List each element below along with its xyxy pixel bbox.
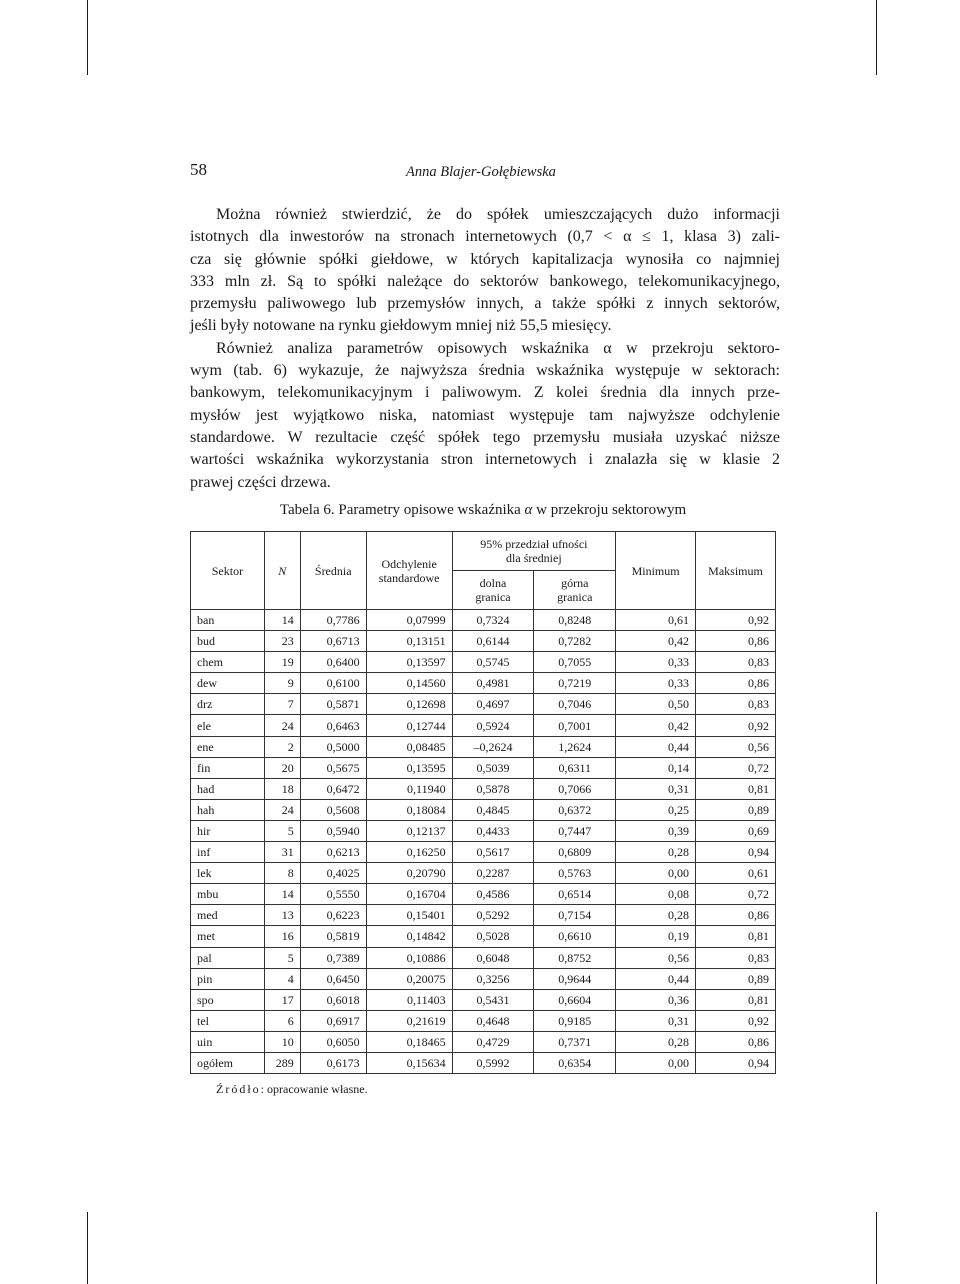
header-max: Maksimum bbox=[696, 532, 776, 610]
cell-upper: 0,6514 bbox=[534, 884, 616, 905]
cell-lower: 0,4697 bbox=[452, 694, 534, 715]
text-line: wartości wskaźnika wykorzystania stron internetowych i znalazła się w klasie 2 bbox=[190, 451, 780, 469]
cell-min: 0,25 bbox=[616, 799, 696, 820]
cell-lower: 0,4981 bbox=[452, 673, 534, 694]
cell-min: 0,50 bbox=[616, 694, 696, 715]
cell-max: 0,72 bbox=[696, 884, 776, 905]
table-row bbox=[191, 905, 776, 926]
cell-sector: had bbox=[191, 778, 265, 799]
cell-mean: 0,6400 bbox=[300, 652, 366, 673]
paragraph-1 bbox=[190, 204, 780, 338]
cell-mean: 0,6450 bbox=[300, 968, 366, 989]
cell-mean: 0,5871 bbox=[300, 694, 366, 715]
cell-upper: 0,7219 bbox=[534, 673, 616, 694]
cell-upper: 0,6311 bbox=[534, 757, 616, 778]
cell-n: 5 bbox=[264, 947, 300, 968]
cell-lower: 0,4648 bbox=[452, 1010, 534, 1031]
cell-std: 0,11403 bbox=[366, 989, 452, 1010]
cell-mean: 0,6050 bbox=[300, 1031, 366, 1052]
cell-min: 0,31 bbox=[616, 778, 696, 799]
cell-upper: 0,7282 bbox=[534, 631, 616, 652]
cell-sector: uin bbox=[191, 1031, 265, 1052]
table-row bbox=[191, 1052, 776, 1073]
running-head-author: Anna Blajer-Gołębiewska bbox=[406, 164, 556, 180]
header-upper-line2: granica bbox=[557, 590, 593, 604]
table-row bbox=[191, 799, 776, 820]
cell-lower: 0,5028 bbox=[452, 926, 534, 947]
cell-sector: spo bbox=[191, 989, 265, 1010]
text-line: wym (tab. 6) wykazuje, że najwyższa średnia wskaźnika występuje w sektorach: bbox=[190, 362, 780, 380]
cell-std: 0,10886 bbox=[366, 947, 452, 968]
cell-n: 9 bbox=[264, 673, 300, 694]
source-text: : opracowanie własne. bbox=[260, 1082, 368, 1096]
cell-mean: 0,5550 bbox=[300, 884, 366, 905]
cell-min: 0,44 bbox=[616, 736, 696, 757]
cell-max: 0,92 bbox=[696, 1010, 776, 1031]
table-caption bbox=[190, 502, 776, 519]
table-row bbox=[191, 842, 776, 863]
cell-min: 0,56 bbox=[616, 947, 696, 968]
cell-max: 0,83 bbox=[696, 652, 776, 673]
cell-mean: 0,4025 bbox=[300, 863, 366, 884]
table-row bbox=[191, 673, 776, 694]
cell-sector: met bbox=[191, 926, 265, 947]
text-line: mysłów jest wyjątkowo niska, natomiast występuje tam najwyższe odchylenie bbox=[190, 406, 780, 424]
cell-min: 0,00 bbox=[616, 1052, 696, 1073]
header-min: Minimum bbox=[616, 532, 696, 610]
cell-upper: 0,7001 bbox=[534, 715, 616, 736]
cell-max: 0,56 bbox=[696, 736, 776, 757]
cell-mean: 0,6213 bbox=[300, 842, 366, 863]
cell-lower: 0,4586 bbox=[452, 884, 534, 905]
cell-mean: 0,7389 bbox=[300, 947, 366, 968]
cell-mean: 0,5940 bbox=[300, 820, 366, 841]
cell-lower: 0,5039 bbox=[452, 757, 534, 778]
cell-sector: pal bbox=[191, 947, 265, 968]
cell-mean: 0,6917 bbox=[300, 1010, 366, 1031]
cell-sector: hah bbox=[191, 799, 265, 820]
cell-sector: hir bbox=[191, 820, 265, 841]
cell-sector: bud bbox=[191, 631, 265, 652]
text-line: bankowym, telekomunikacyjnym i paliwowym. Z kolei średnia dla innych prze- bbox=[190, 384, 780, 402]
cell-lower: 0,4729 bbox=[452, 1031, 534, 1052]
cell-n: 7 bbox=[264, 694, 300, 715]
table-source-note bbox=[216, 1082, 368, 1097]
cell-upper: 0,6610 bbox=[534, 926, 616, 947]
cell-sector: ele bbox=[191, 715, 265, 736]
cell-n: 6 bbox=[264, 1010, 300, 1031]
table-row bbox=[191, 926, 776, 947]
cell-max: 0,81 bbox=[696, 778, 776, 799]
cell-min: 0,28 bbox=[616, 842, 696, 863]
table-row bbox=[191, 863, 776, 884]
cell-max: 0,83 bbox=[696, 947, 776, 968]
cell-max: 0,92 bbox=[696, 610, 776, 631]
cell-min: 0,08 bbox=[616, 884, 696, 905]
cell-n: 19 bbox=[264, 652, 300, 673]
table-row bbox=[191, 947, 776, 968]
cell-std: 0,20790 bbox=[366, 863, 452, 884]
cell-upper: 0,6372 bbox=[534, 799, 616, 820]
crop-mark-top-right bbox=[876, 0, 877, 75]
table-row bbox=[191, 715, 776, 736]
cell-min: 0,42 bbox=[616, 631, 696, 652]
cell-max: 0,61 bbox=[696, 863, 776, 884]
cell-upper: 0,7046 bbox=[534, 694, 616, 715]
cell-std: 0,14560 bbox=[366, 673, 452, 694]
cell-max: 0,94 bbox=[696, 1052, 776, 1073]
table-row bbox=[191, 989, 776, 1010]
cell-std: 0,16250 bbox=[366, 842, 452, 863]
cell-lower: 0,5745 bbox=[452, 652, 534, 673]
cell-lower: 0,5617 bbox=[452, 842, 534, 863]
cell-mean: 0,6472 bbox=[300, 778, 366, 799]
cell-std: 0,15634 bbox=[366, 1052, 452, 1073]
cell-upper: 0,6809 bbox=[534, 842, 616, 863]
text-line: istotnych dla inwestorów na stronach internetowych (0,7 < α ≤ 1, klasa 3) zali- bbox=[190, 228, 780, 246]
cell-std: 0,18084 bbox=[366, 799, 452, 820]
cell-sector: lek bbox=[191, 863, 265, 884]
cell-sector: med bbox=[191, 905, 265, 926]
cell-max: 0,86 bbox=[696, 673, 776, 694]
cell-min: 0,00 bbox=[616, 863, 696, 884]
cell-lower: 0,4845 bbox=[452, 799, 534, 820]
cell-upper: 0,6354 bbox=[534, 1052, 616, 1073]
cell-n: 17 bbox=[264, 989, 300, 1010]
cell-upper: 0,9644 bbox=[534, 968, 616, 989]
cell-upper: 0,8752 bbox=[534, 947, 616, 968]
paragraph-2 bbox=[190, 338, 780, 494]
text-line: Można również stwierdzić, że do spółek umieszczających dużo informacji bbox=[216, 206, 780, 223]
cell-max: 0,86 bbox=[696, 1031, 776, 1052]
header-mean: Średnia bbox=[300, 532, 366, 610]
header-lower-line1: dolna bbox=[479, 576, 507, 590]
cell-min: 0,33 bbox=[616, 652, 696, 673]
caption-alpha-symbol: α bbox=[524, 502, 533, 518]
cell-mean: 0,6463 bbox=[300, 715, 366, 736]
cell-mean: 0,5819 bbox=[300, 926, 366, 947]
cell-std: 0,12137 bbox=[366, 820, 452, 841]
table-row bbox=[191, 652, 776, 673]
cell-std: 0,07999 bbox=[366, 610, 452, 631]
header-n-text: N bbox=[278, 563, 287, 578]
cell-max: 0,89 bbox=[696, 799, 776, 820]
header-upper-bound bbox=[534, 571, 616, 610]
header-upper-line1: górna bbox=[561, 576, 589, 590]
cell-n: 24 bbox=[264, 799, 300, 820]
cell-mean: 0,6100 bbox=[300, 673, 366, 694]
cell-std: 0,21619 bbox=[366, 1010, 452, 1031]
cell-n: 4 bbox=[264, 968, 300, 989]
source-label: Źródło bbox=[216, 1082, 261, 1096]
text-line: Również analiza parametrów opisowych wskaźnika α w przekroju sektoro- bbox=[216, 339, 780, 357]
cell-upper: 0,7066 bbox=[534, 778, 616, 799]
text-line: prawej części drzewa. bbox=[190, 473, 331, 491]
cell-sector: chem bbox=[191, 652, 265, 673]
cell-upper: 0,7055 bbox=[534, 652, 616, 673]
cell-n: 18 bbox=[264, 778, 300, 799]
cell-min: 0,61 bbox=[616, 610, 696, 631]
cell-lower: 0,5924 bbox=[452, 715, 534, 736]
table-row bbox=[191, 884, 776, 905]
page-number: 58 bbox=[190, 160, 207, 179]
cell-mean: 0,6223 bbox=[300, 905, 366, 926]
cell-max: 0,92 bbox=[696, 715, 776, 736]
cell-mean: 0,6713 bbox=[300, 631, 366, 652]
cell-n: 31 bbox=[264, 842, 300, 863]
header-ci-line2: dla średniej bbox=[506, 551, 562, 565]
cell-sector: tel bbox=[191, 1010, 265, 1031]
cell-n: 14 bbox=[264, 610, 300, 631]
crop-mark-bottom-left bbox=[87, 1212, 88, 1284]
header-std bbox=[366, 532, 452, 610]
table-row bbox=[191, 736, 776, 757]
cell-sector: inf bbox=[191, 842, 265, 863]
cell-n: 5 bbox=[264, 820, 300, 841]
cell-std: 0,13597 bbox=[366, 652, 452, 673]
cell-upper: 0,9185 bbox=[534, 1010, 616, 1031]
cell-min: 0,31 bbox=[616, 1010, 696, 1031]
crop-mark-top-left bbox=[87, 0, 88, 75]
table-row bbox=[191, 757, 776, 778]
cell-sector: ene bbox=[191, 736, 265, 757]
cell-lower: 0,6048 bbox=[452, 947, 534, 968]
cell-sector: dew bbox=[191, 673, 265, 694]
text-line: standardowe. W rezultacie część spółek tego przemysłu musiała uzyskać niższe bbox=[190, 428, 780, 446]
cell-std: 0,08485 bbox=[366, 736, 452, 757]
cell-n: 10 bbox=[264, 1031, 300, 1052]
cell-std: 0,13595 bbox=[366, 757, 452, 778]
cell-min: 0,28 bbox=[616, 905, 696, 926]
table-row bbox=[191, 778, 776, 799]
running-head bbox=[190, 160, 780, 188]
cell-sector: fin bbox=[191, 757, 265, 778]
cell-std: 0,20075 bbox=[366, 968, 452, 989]
header-std-line2: standardowe bbox=[378, 570, 440, 585]
cell-lower: 0,5292 bbox=[452, 905, 534, 926]
cell-max: 0,72 bbox=[696, 757, 776, 778]
table-row bbox=[191, 631, 776, 652]
cell-upper: 0,7154 bbox=[534, 905, 616, 926]
cell-std: 0,12698 bbox=[366, 694, 452, 715]
cell-mean: 0,5675 bbox=[300, 757, 366, 778]
cell-std: 0,14842 bbox=[366, 926, 452, 947]
cell-sector: ogółem bbox=[191, 1052, 265, 1073]
header-sector: Sektor bbox=[191, 532, 265, 610]
table-row bbox=[191, 1031, 776, 1052]
cell-min: 0,28 bbox=[616, 1031, 696, 1052]
header-std-line1: Odchylenie bbox=[381, 556, 437, 571]
cell-sector: ban bbox=[191, 610, 265, 631]
cell-lower: 0,3256 bbox=[452, 968, 534, 989]
text-line: przemysłu paliwowego lub przemysłów innych, a także spółki z innych sektorów, bbox=[190, 295, 780, 313]
cell-max: 0,69 bbox=[696, 820, 776, 841]
cell-mean: 0,5000 bbox=[300, 736, 366, 757]
table-body bbox=[191, 610, 776, 1074]
sector-statistics-table bbox=[190, 531, 776, 1074]
body-text bbox=[190, 204, 780, 494]
cell-max: 0,83 bbox=[696, 694, 776, 715]
cell-upper: 0,8248 bbox=[534, 610, 616, 631]
cell-mean: 0,5608 bbox=[300, 799, 366, 820]
cell-mean: 0,6018 bbox=[300, 989, 366, 1010]
cell-max: 0,94 bbox=[696, 842, 776, 863]
cell-max: 0,86 bbox=[696, 905, 776, 926]
header-n bbox=[264, 532, 300, 610]
cell-n: 8 bbox=[264, 863, 300, 884]
cell-lower: 0,5431 bbox=[452, 989, 534, 1010]
cell-min: 0,33 bbox=[616, 673, 696, 694]
caption-text: Tabela 6. Parametry opisowe wskaźnika bbox=[279, 502, 525, 518]
cell-max: 0,89 bbox=[696, 968, 776, 989]
cell-n: 23 bbox=[264, 631, 300, 652]
cell-max: 0,81 bbox=[696, 989, 776, 1010]
table-header bbox=[191, 532, 776, 610]
table-row bbox=[191, 1010, 776, 1031]
cell-lower: –0,2624 bbox=[452, 736, 534, 757]
cell-min: 0,39 bbox=[616, 820, 696, 841]
caption-text-end: w przekroju sektorowym bbox=[532, 502, 687, 518]
table-row bbox=[191, 968, 776, 989]
cell-min: 0,36 bbox=[616, 989, 696, 1010]
crop-mark-bottom-right bbox=[876, 1212, 877, 1284]
header-lower-bound bbox=[452, 571, 534, 610]
cell-lower: 0,7324 bbox=[452, 610, 534, 631]
table-row bbox=[191, 694, 776, 715]
cell-max: 0,86 bbox=[696, 631, 776, 652]
cell-lower: 0,5992 bbox=[452, 1052, 534, 1073]
cell-max: 0,81 bbox=[696, 926, 776, 947]
cell-lower: 0,5878 bbox=[452, 778, 534, 799]
header-ci-line1: 95% przedział ufności bbox=[480, 537, 588, 551]
cell-upper: 0,7447 bbox=[534, 820, 616, 841]
cell-n: 2 bbox=[264, 736, 300, 757]
cell-n: 14 bbox=[264, 884, 300, 905]
cell-min: 0,42 bbox=[616, 715, 696, 736]
cell-std: 0,18465 bbox=[366, 1031, 452, 1052]
cell-n: 289 bbox=[264, 1052, 300, 1073]
text-line: cza się głównie spółki giełdowe, w których kapitalizacja wynosiła co najmniej bbox=[190, 250, 780, 268]
cell-std: 0,13151 bbox=[366, 631, 452, 652]
text-line: 333 mln zł. Są to spółki należące do sektorów bankowego, telekomunikacyjnego, bbox=[190, 272, 780, 290]
header-lower-line2: granica bbox=[475, 590, 511, 604]
cell-n: 24 bbox=[264, 715, 300, 736]
cell-mean: 0,7786 bbox=[300, 610, 366, 631]
cell-upper: 1,2624 bbox=[534, 736, 616, 757]
cell-lower: 0,2287 bbox=[452, 863, 534, 884]
table-row bbox=[191, 610, 776, 631]
cell-upper: 0,6604 bbox=[534, 989, 616, 1010]
cell-n: 13 bbox=[264, 905, 300, 926]
cell-mean: 0,6173 bbox=[300, 1052, 366, 1073]
cell-min: 0,19 bbox=[616, 926, 696, 947]
cell-upper: 0,5763 bbox=[534, 863, 616, 884]
cell-n: 20 bbox=[264, 757, 300, 778]
cell-std: 0,12744 bbox=[366, 715, 452, 736]
header-confidence-interval bbox=[452, 532, 616, 571]
cell-std: 0,16704 bbox=[366, 884, 452, 905]
cell-sector: mbu bbox=[191, 884, 265, 905]
cell-sector: pin bbox=[191, 968, 265, 989]
cell-std: 0,15401 bbox=[366, 905, 452, 926]
cell-min: 0,14 bbox=[616, 757, 696, 778]
cell-min: 0,44 bbox=[616, 968, 696, 989]
cell-upper: 0,7371 bbox=[534, 1031, 616, 1052]
cell-lower: 0,6144 bbox=[452, 631, 534, 652]
cell-n: 16 bbox=[264, 926, 300, 947]
cell-sector: drz bbox=[191, 694, 265, 715]
cell-lower: 0,4433 bbox=[452, 820, 534, 841]
text-line: jeśli były notowane na rynku giełdowym mniej niż 55,5 miesięcy. bbox=[190, 317, 612, 335]
table-row bbox=[191, 820, 776, 841]
cell-std: 0,11940 bbox=[366, 778, 452, 799]
